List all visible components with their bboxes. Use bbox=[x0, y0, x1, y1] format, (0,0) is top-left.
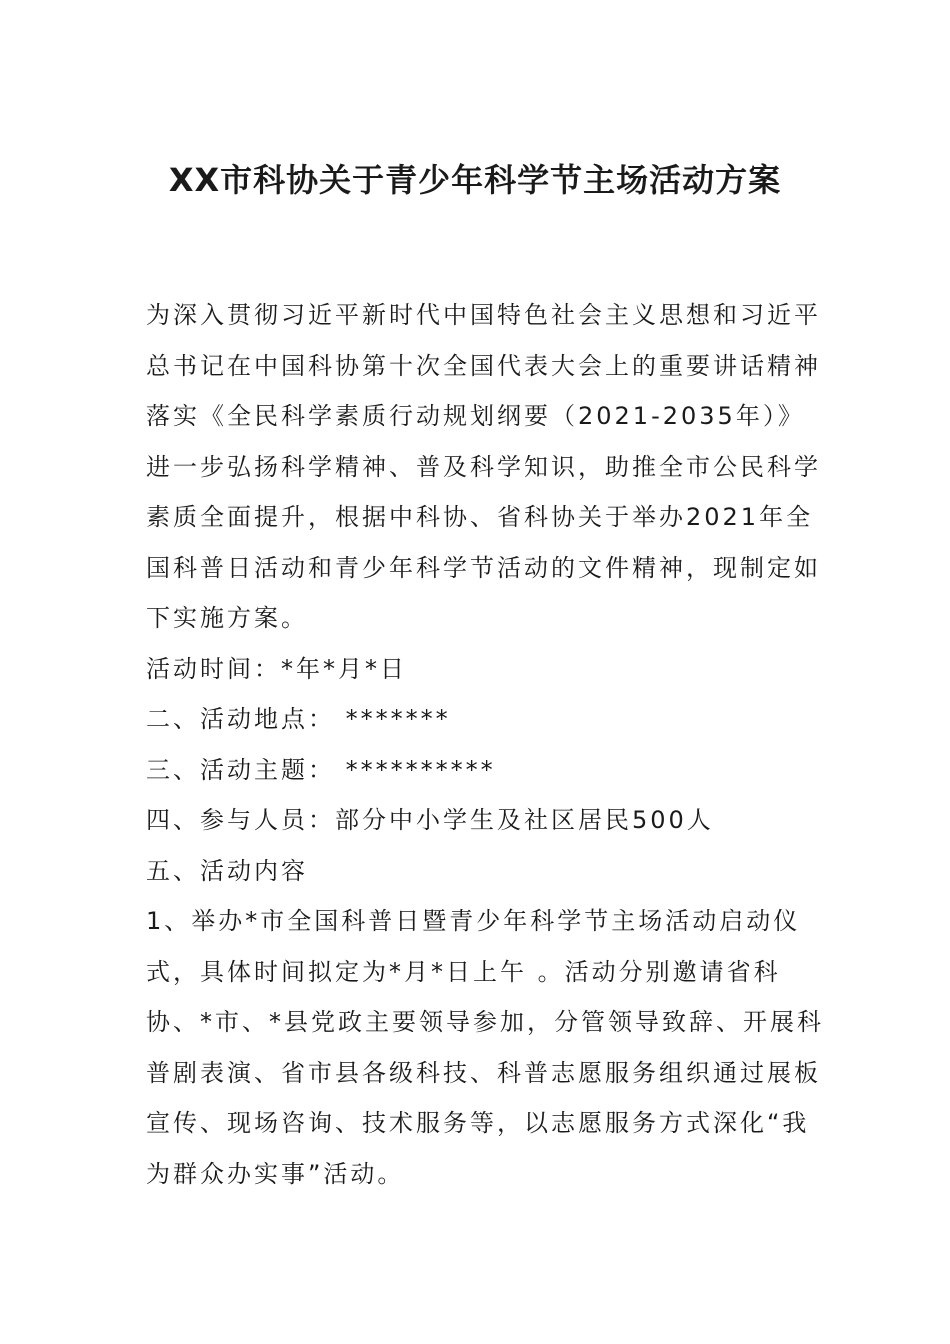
document-body bbox=[146, 290, 826, 1199]
document-title: XX市科协关于青少年科学节主场活动方案 bbox=[168, 161, 782, 199]
intro-paragraph: 为深入贯彻习近平新时代中国特色社会主义思想和习近平总书记在中国科协第十次全国代表大会上的重要讲话精神落实《全民科学素质行动规划纲要（2021-2035年）》 进一步弘扬科学精神、普及科学知识，助推全市公民科学素质全面提升，根据中科协、省科协关于举办2021年全国科普日活动和青少年科学节活动的文件精神，现制定如下实施方案。 bbox=[146, 301, 821, 632]
activity-participants: 四、参与人员：部分中小学生及社区居民500人 bbox=[146, 806, 714, 834]
activity-theme: 三、活动主题： ********** bbox=[146, 755, 496, 784]
activity-time: 活动时间：*年*月*日 bbox=[146, 654, 407, 683]
activity-content-item-1: 1、举办*市全国科普日暨青少年科学节主场活动启动仪式，具体时间拟定为*月*日上午 。活动分别邀请省科协、*市、*县党政主要领导参加，分管领导致辞、开展科普剧表演、省市县各级科技、科普志愿服务组织通过展板宣传、现场咨询、技术服务等，以志愿服务方式深化“我为群众办实事”活动。 bbox=[146, 907, 824, 1188]
activity-location: 二、活动地点： ******* bbox=[146, 705, 451, 733]
activity-content-heading: 五、活动内容 bbox=[146, 856, 308, 885]
